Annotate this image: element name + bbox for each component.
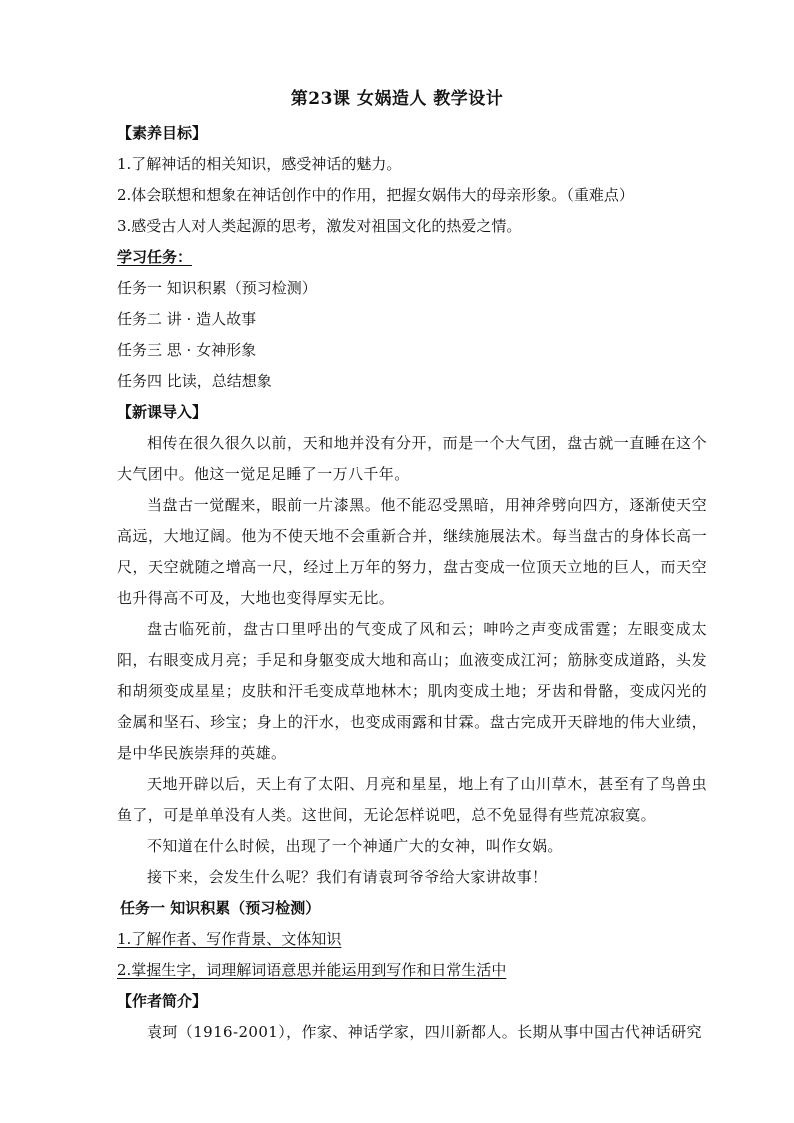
task1-item: 2.掌握生字，词理解词语意思并能运用到写作和日常生活中: [117, 961, 507, 979]
intro-paragraph: 相传在很久很久以前，天和地并没有分开，而是一个大气团，盘古就一直睡在这个大气团中。他这一觉足足睡了一万八千年。: [117, 434, 707, 483]
task-item: 任务一 知识积累（预习检测）: [117, 279, 317, 297]
task-item: 任务二 讲 · 造人故事: [117, 310, 257, 328]
intro-paragraph: 不知道在什么时候，出现了一个神通广大的女神，叫作女娲。: [147, 837, 563, 855]
task-item: 任务四 比读，总结想象: [117, 372, 272, 390]
intro-paragraph: 当盘古一觉醒来，眼前一片漆黑。他不能忍受黑暗，用神斧劈向四方，逐渐使天空高远，大地辽阔。他为不使天地不会重新合并，继续施展法术。每当盘古的身体长高一尺，天空就随之增高一尺，经过上万年的努力，盘古变成一位顶天立地的巨人，而天空也升得高不可及，大地也变得厚实无比。: [117, 496, 707, 607]
tasks-heading: 学习任务：: [117, 248, 193, 266]
task1-heading: 任务一 知识积累（预习检测）: [120, 899, 321, 917]
intro-paragraph: 天地开辟以后，天上有了太阳、月亮和星星，地上有了山川草木，甚至有了鸟兽虫鱼了，可是单单没有人类。这世间，无论怎样说吧，总不免显得有些荒凉寂寞。: [117, 775, 707, 824]
goal-item: 1.了解神话的相关知识，感受神话的魅力。: [117, 155, 402, 173]
document-body: [117, 118, 707, 1048]
author-heading: 【作者简介】: [117, 992, 208, 1010]
intro-heading: 【新课导入】: [117, 403, 208, 421]
intro-paragraph: 接下来，会发生什么呢？我们有请袁珂爷爷给大家讲故事！: [147, 868, 548, 886]
author-text: 袁珂（1916-2001），作家、神话学家，四川新都人。长期从事中国古代神话研究: [147, 1023, 702, 1041]
task1-item: 1.了解作者、写作背景、文体知识: [117, 930, 342, 948]
goal-item: 3.感受古人对人类起源的思考，激发对祖国文化的热爱之情。: [117, 217, 522, 235]
goal-item: 2.体会联想和想象在神话创作中的作用，把握女娲伟大的母亲形象。（重难点）: [117, 186, 634, 204]
page-title: 第23课 女娲造人 教学设计: [290, 89, 504, 109]
goals-heading: 【素养目标】: [117, 124, 208, 142]
task-item: 任务三 思 · 女神形象: [117, 341, 257, 359]
intro-paragraph: 盘古临死前，盘古口里呼出的气变成了风和云；呻吟之声变成雷霆；左眼变成太阳，右眼变成月亮；手足和身躯变成大地和高山；血液变成江河；筋脉变成道路，头发和胡须变成星星；皮肤和汗毛变成草地林木；肌肉变成土地；牙齿和骨骼，变成闪光的金属和坚石、珍宝；身上的汗水，也变成雨露和甘霖。盘古完成开天辟地的伟大业绩，是中华民族崇拜的英雄。: [117, 620, 707, 762]
